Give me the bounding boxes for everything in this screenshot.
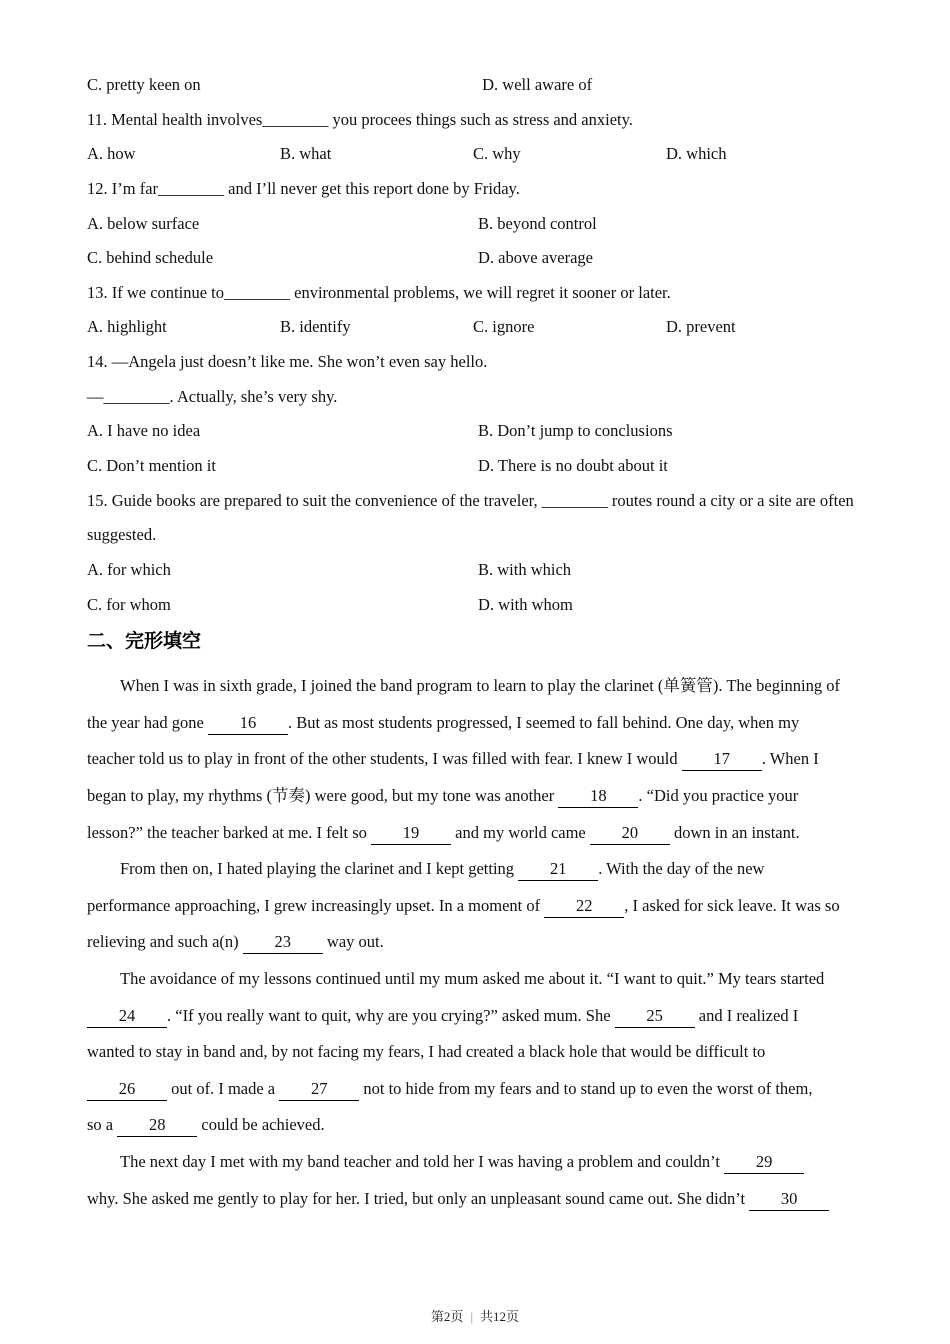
question-stem: 11. Mental health involves________ you procees things such as stress and anxiety. [87,109,633,129]
cloze-text: The next day I met with my band teacher and told her I was having a problem and couldn’t [120,1151,725,1171]
carryover-option-row [87,68,869,103]
cloze-text: . When I [761,749,819,769]
option-b: B. what [280,144,332,164]
option-b: B. identify [280,317,351,337]
cloze-section [87,668,869,1217]
cloze-line [87,1071,869,1108]
cloze-text: could be achieved. [197,1115,325,1135]
cloze-line [87,961,869,998]
cloze-text: began to play, my rhythms (节奏) were good, but my tone was another [87,786,559,806]
cloze-text: . “If you really want to quit, why are you crying?” asked mum. She [167,1005,615,1025]
cloze-line [87,741,869,778]
cloze-text: From then on, I hated playing the clarinet and I kept getting [120,859,519,879]
cloze-text: and my world came [451,822,590,842]
option-row [87,310,869,345]
option-row [87,553,869,588]
option-row [87,207,869,242]
cloze-text: so a [87,1115,118,1135]
cloze-blank-28: 28 [117,1115,197,1137]
question-stem: 14. —Angela just doesn’t like me. She won’t even say hello. [87,352,488,372]
page-content [87,68,869,1217]
option-b: B. beyond control [478,213,597,233]
cloze-blank-20: 20 [590,823,670,845]
cloze-text: . “Did you practice your [638,786,799,806]
cloze-blank-18: 18 [558,786,638,808]
cloze-blank-25: 25 [615,1006,695,1028]
cloze-text: teacher told us to play in front of the other students, I was filled with fear. I knew I would [87,749,682,769]
cloze-text: not to hide from my fears and to stand up to even the worst of them, [359,1078,813,1098]
cloze-blank-22: 22 [544,896,624,918]
option-c: C. behind schedule [87,248,214,268]
option-c: C. ignore [473,317,535,337]
cloze-line [87,998,869,1035]
cloze-text: The avoidance of my lessons continued until my mum asked me about it. “I want to quit.” My tears started [120,969,825,988]
mcq-questions [87,103,869,623]
page-number: 第2页 [430,1309,464,1324]
question-stem: 15. Guide books are prepared to suit the convenience of the traveler, ________ routes round a city or a site are often [87,490,854,510]
cloze-line [87,815,869,852]
cloze-blank-23: 23 [243,932,323,954]
cloze-blank-27: 27 [279,1079,359,1101]
cloze-text: performance approaching, I grew increasingly upset. In a moment of [87,895,545,915]
cloze-blank-30: 30 [749,1189,829,1211]
cloze-line [87,1107,869,1144]
cloze-line [87,778,869,815]
cloze-text: way out. [322,932,384,952]
option-d: D. There is no doubt about it [478,456,668,476]
option-d: D. which [666,144,727,164]
option-c: C. why [473,144,521,164]
cloze-blank-17: 17 [682,749,762,771]
question-stem: 12. I’m far________ and I’ll never get this report done by Friday. [87,178,520,198]
cloze-text: out of. I made a [167,1078,280,1098]
option-c: C. Don’t mention it [87,456,216,476]
cloze-blank-24: 24 [87,1006,167,1028]
cloze-line [87,924,869,961]
option-c: C. for whom [87,594,171,614]
cloze-text: lesson?” the teacher barked at me. I felt so [87,822,372,842]
option-row [87,241,869,276]
option-d: D. with whom [478,594,573,614]
cloze-text: the year had gone [87,712,208,732]
question-stem: 13. If we continue to________ environmental problems, we will regret it sooner or later. [87,282,671,302]
option-b: B. Don’t jump to conclusions [478,421,673,441]
option-a: A. how [87,144,136,164]
cloze-line [87,1034,869,1071]
cloze-line [87,705,869,742]
cloze-text: , I asked for sick leave. It was so [624,895,840,915]
cloze-text: . But as most students progressed, I seemed to fall behind. One day, when my [287,712,800,732]
option-b: B. with which [478,559,572,579]
cloze-blank-21: 21 [518,859,598,881]
option-row [87,137,869,172]
option-row [87,414,869,449]
cloze-paragraph [87,1144,869,1217]
cloze-text: . With the day of the new [598,859,765,879]
cloze-line [87,1144,869,1181]
option-a: A. highlight [87,317,167,337]
question-stem: suggested. [87,525,157,545]
cloze-line [87,668,869,705]
page-total: 共12页 [480,1309,520,1324]
option-a: A. I have no idea [87,421,201,441]
cloze-paragraph [87,961,869,1144]
cloze-paragraph [87,851,869,961]
option-a: A. below surface [87,213,200,233]
cloze-line [87,1181,869,1218]
question-15 [87,484,869,623]
option-row [87,449,869,484]
question-14 [87,345,869,484]
option-c: C. pretty keen on [87,75,201,94]
option-d: D. well aware of [482,75,593,94]
option-row [87,588,869,623]
cloze-line [87,888,869,925]
question-12 [87,172,869,276]
cloze-blank-16: 16 [208,713,288,735]
question-11 [87,103,869,172]
cloze-line [87,851,869,888]
option-d: D. above average [478,248,593,268]
question-13 [87,276,869,345]
cloze-text: why. She asked me gently to play for her. I tried, but only an unpleasant sound came out. She didn’t [87,1188,750,1208]
page-footer [0,1306,950,1325]
option-a: A. for which [87,559,171,579]
cloze-blank-26: 26 [87,1079,167,1101]
question-stem: —________. Actually, she’s very shy. [87,386,338,406]
cloze-text: relieving and such a(n) [87,932,243,952]
option-d: D. prevent [666,317,736,337]
cloze-text: When I was in sixth grade, I joined the band program to learn to play the clarinet (单簧管). The beginning of [120,676,840,696]
cloze-text: down in an instant. [669,822,800,842]
multiple-choice-section [87,68,869,622]
cloze-blank-29: 29 [724,1152,804,1174]
footer-separator: | [470,1309,474,1324]
cloze-blank-19: 19 [371,823,451,845]
cloze-text: wanted to stay in band and, by not facing my fears, I had created a black hole that would be difficult to [87,1042,766,1062]
cloze-paragraph [87,668,869,851]
cloze-text: and I realized I [694,1005,799,1025]
section-heading: 二、完形填空 [87,631,202,653]
